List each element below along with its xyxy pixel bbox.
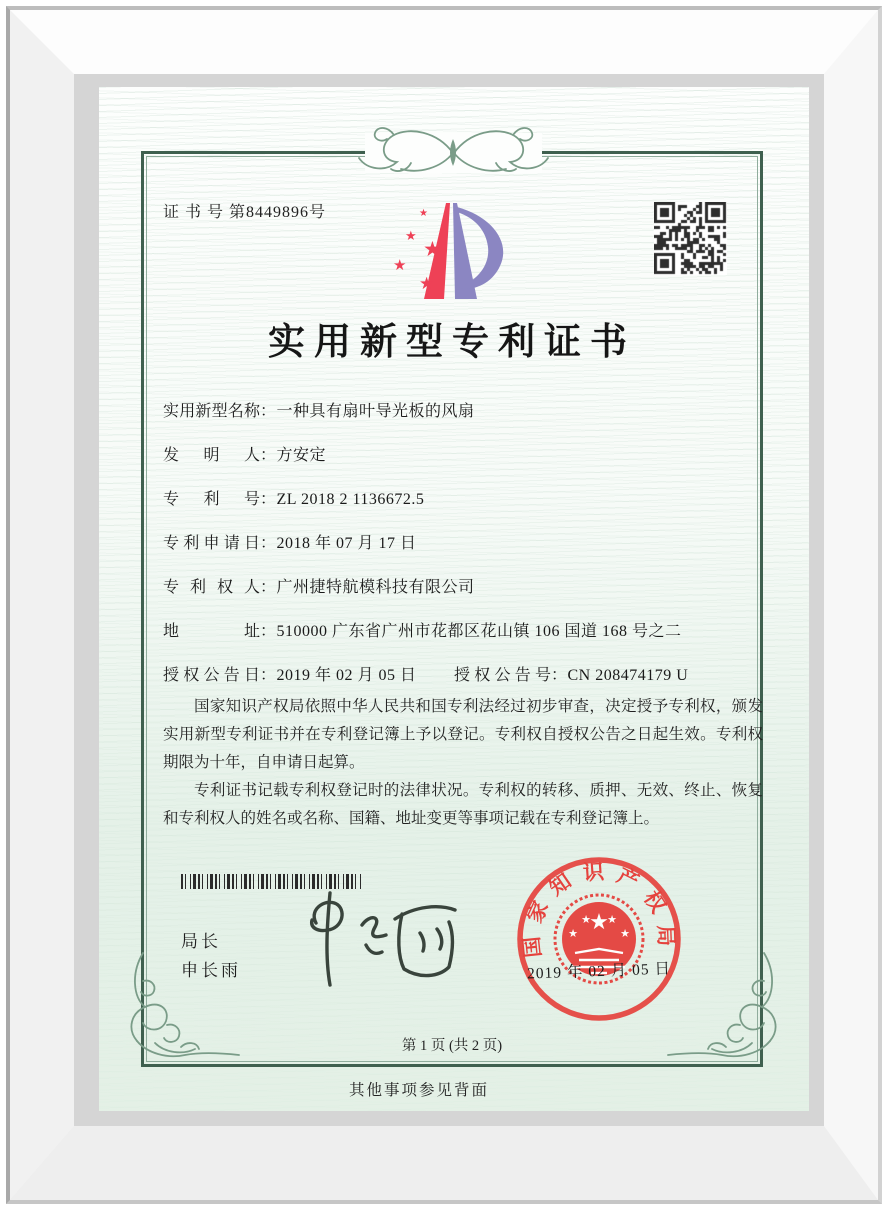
field-label: 专利权人 xyxy=(163,579,260,596)
qr-code-icon xyxy=(654,202,727,275)
field-label: 授权公告号 xyxy=(454,667,551,684)
field-value: ：2019 年 02 月 05 日 xyxy=(260,667,417,684)
field-label: 专利申请日 xyxy=(163,535,260,552)
seal-graphic xyxy=(513,853,685,1025)
field-label: 地址 xyxy=(163,623,260,640)
emblem-star-icon: ★ xyxy=(620,928,630,940)
field-label: 实用新型名称 xyxy=(163,403,260,420)
cnipa-logo-icon xyxy=(387,195,517,310)
field-value: ：广州捷特航模科技有限公司 xyxy=(260,579,475,596)
field-row-grant-date xyxy=(163,662,783,684)
certificate-title: 实用新型专利证书 xyxy=(268,322,636,363)
picture-frame-edge xyxy=(6,6,882,1204)
page-indicator: 第 1 页 (共 2 页) xyxy=(401,1038,503,1054)
field-list xyxy=(163,398,783,706)
signer-name: 申长雨 xyxy=(181,961,241,980)
field-row-utility-name xyxy=(163,398,783,420)
field-value: ：方安定 xyxy=(260,447,327,464)
emblem-star-icon: ★ xyxy=(607,914,617,926)
logo-wedges xyxy=(387,195,517,310)
field-label: 专利号 xyxy=(163,491,260,508)
field-value: ：CN 208474179 U xyxy=(551,667,689,684)
seal-date: 2019 年 02 月 05 日 xyxy=(526,960,672,983)
emblem-star-icon: ★ xyxy=(568,928,578,940)
back-side-note: 其他事项参见背面 xyxy=(348,1082,489,1099)
field-row-filing-date xyxy=(163,530,783,552)
top-flourish-ornament xyxy=(351,123,556,181)
logo-star-icon: ★ xyxy=(419,208,428,219)
field-row-patentee xyxy=(163,574,783,596)
logo-star-icon: ★ xyxy=(405,228,417,243)
field-row-address xyxy=(163,618,783,640)
legal-paragraph-2: 专利证书记载专利权登记时的法律状况。专利权的转移、质押、无效、终止、恢复和专利权人的姓名或名称、国籍、地址变更等事项记载在专利登记簿上。 xyxy=(163,781,763,827)
picture-frame-face xyxy=(10,10,878,1200)
legal-paragraph-1: 国家知识产权局依照中华人民共和国专利法经过初步审查，决定授予专利权，颁发实用新型专利证书并在专利登记簿上予以登记。专利权自授权公告之日起生效。专利权期限为十年，自申请日起算。 xyxy=(163,698,763,771)
field-value: ：2018 年 07 月 17 日 xyxy=(260,535,417,552)
field-value: ：ZL 2018 2 1136672.5 xyxy=(260,491,425,508)
field-row-grant-number xyxy=(454,662,688,685)
certificate-number: 证 书 号 第8449896号 xyxy=(163,204,327,221)
logo-star-icon: ★ xyxy=(393,258,407,274)
seal-ring-text: 国家知识产权局 xyxy=(519,859,679,959)
signer-title: 局长 xyxy=(181,932,221,951)
field-value: ：一种具有扇叶导光板的风扇 xyxy=(260,403,475,420)
certificate-paper xyxy=(99,87,809,1111)
frame-mat xyxy=(74,74,824,1126)
cnipa-seal xyxy=(513,853,685,1025)
field-row-patent-number xyxy=(163,486,783,508)
field-value: ：510000 广东省广州市花都区花山镇 106 国道 168 号之二 xyxy=(260,623,682,640)
emblem-star-icon: ★ xyxy=(589,909,609,934)
legal-text xyxy=(163,693,763,832)
field-label: 发明人 xyxy=(163,447,260,464)
field-row-inventor xyxy=(163,442,783,464)
emblem-star-icon: ★ xyxy=(581,914,591,926)
logo-star-icon: ★ xyxy=(423,237,442,261)
field-label: 授权公告日 xyxy=(163,667,260,684)
logo-star-icon: ★ xyxy=(419,274,435,293)
signature-handwriting xyxy=(292,883,467,993)
